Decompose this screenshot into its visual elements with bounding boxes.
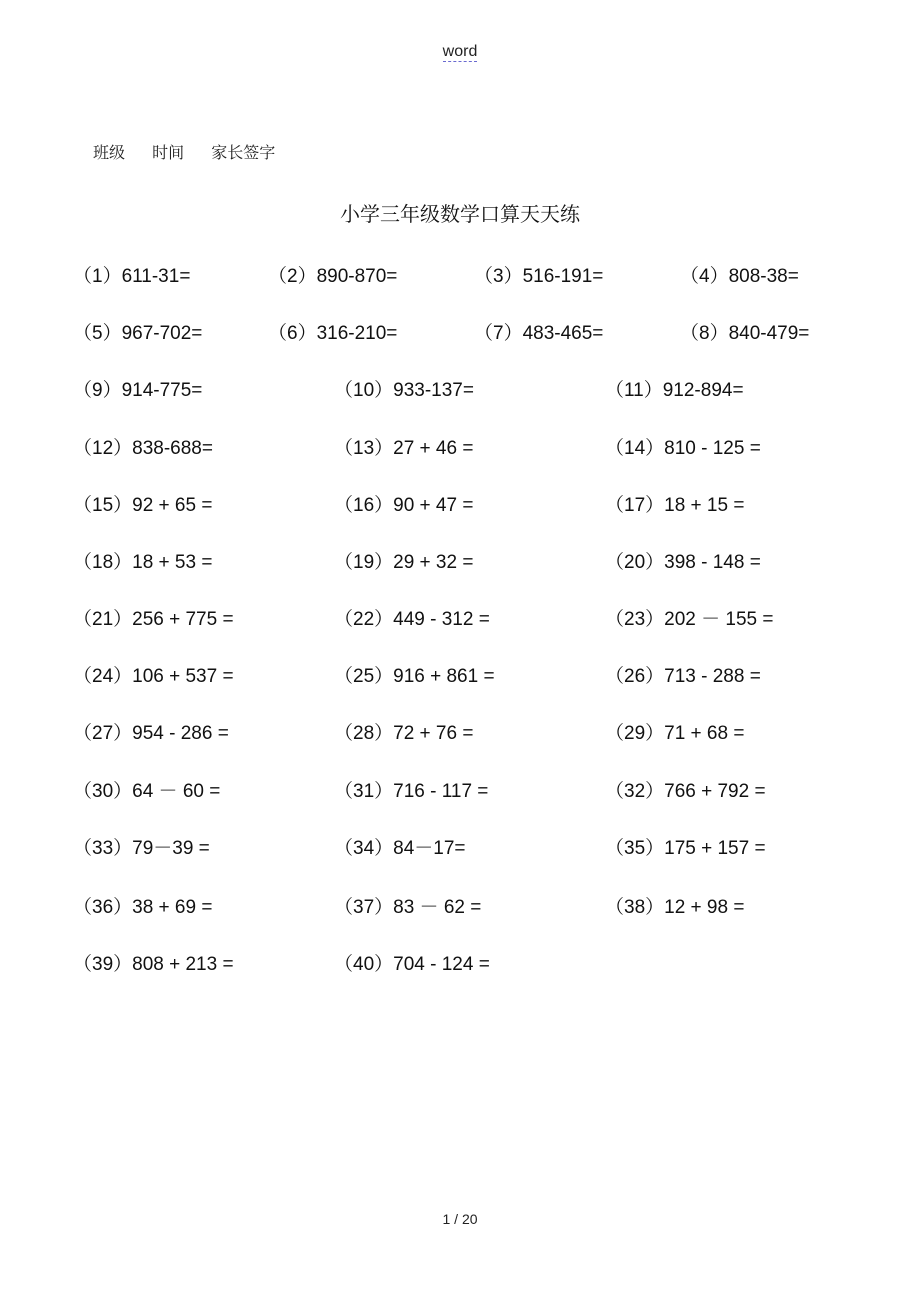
problem-33: （33）79－39 =: [73, 838, 210, 859]
problem-22: （22）449 - 312 =: [334, 609, 490, 630]
page-title: 小学三年级数学口算天天练: [340, 202, 580, 226]
problem-23: （23）202 － 155 =: [605, 609, 774, 630]
meta-row: [93, 140, 297, 163]
problem-10: （10）933-137=: [334, 380, 474, 401]
problem-13: （13）27 + 46 =: [334, 438, 474, 459]
problem-26: （26）713 - 288 =: [605, 666, 761, 687]
header-word-text: word: [442, 43, 478, 60]
problem-38: （38）12 + 98 =: [605, 897, 745, 918]
problem-15: （15）92 + 65 =: [73, 495, 213, 516]
problem-2: （2）890-870=: [268, 266, 398, 287]
problem-29: （29）71 + 68 =: [605, 723, 745, 744]
problem-3: （3）516-191=: [474, 266, 604, 287]
problem-32: （32）766 + 792 =: [605, 781, 766, 802]
problem-1: （1）611-31=: [73, 266, 191, 287]
problem-34: （34）84－17=: [334, 838, 466, 859]
problem-39: （39）808 + 213 =: [73, 954, 234, 975]
problem-25: （25）916 + 861 =: [334, 666, 495, 687]
problem-18: （18）18 + 53 =: [73, 552, 213, 573]
problem-20: （20）398 - 148 =: [605, 552, 761, 573]
problem-24: （24）106 + 537 =: [73, 666, 234, 687]
problem-9: （9）914-775=: [73, 380, 203, 401]
problem-5: （5）967-702=: [73, 323, 203, 344]
problem-19: （19）29 + 32 =: [334, 552, 474, 573]
problem-16: （16）90 + 47 =: [334, 495, 474, 516]
problem-6: （6）316-210=: [268, 323, 398, 344]
problem-12: （12）838-688=: [73, 438, 213, 459]
problem-31: （31）716 - 117 =: [334, 781, 489, 802]
problem-30: （30）64 － 60 =: [73, 781, 221, 802]
class-label: 班级: [93, 143, 126, 162]
problem-36: （36）38 + 69 =: [73, 897, 213, 918]
problem-40: （40）704 - 124 =: [334, 954, 490, 975]
problem-35: （35）175 + 157 =: [605, 838, 766, 859]
problem-21: （21）256 + 775 =: [73, 609, 234, 630]
problem-8: （8）840-479=: [680, 323, 810, 344]
signature-label: 家长签字: [211, 143, 276, 162]
problem-17: （17）18 + 15 =: [605, 495, 745, 516]
problem-11: （11）912-894=: [605, 380, 744, 401]
page-number: 1 / 20: [442, 1211, 478, 1227]
problem-28: （28）72 + 76 =: [334, 723, 474, 744]
problem-27: （27）954 - 286 =: [73, 723, 229, 744]
header-word: [0, 43, 920, 61]
problem-7: （7）483-465=: [474, 323, 604, 344]
problem-4: （4）808-38=: [680, 266, 799, 287]
problem-37: （37）83 － 62 =: [334, 897, 482, 918]
problem-14: （14）810 - 125 =: [605, 438, 761, 459]
time-label: 时间: [152, 143, 185, 162]
